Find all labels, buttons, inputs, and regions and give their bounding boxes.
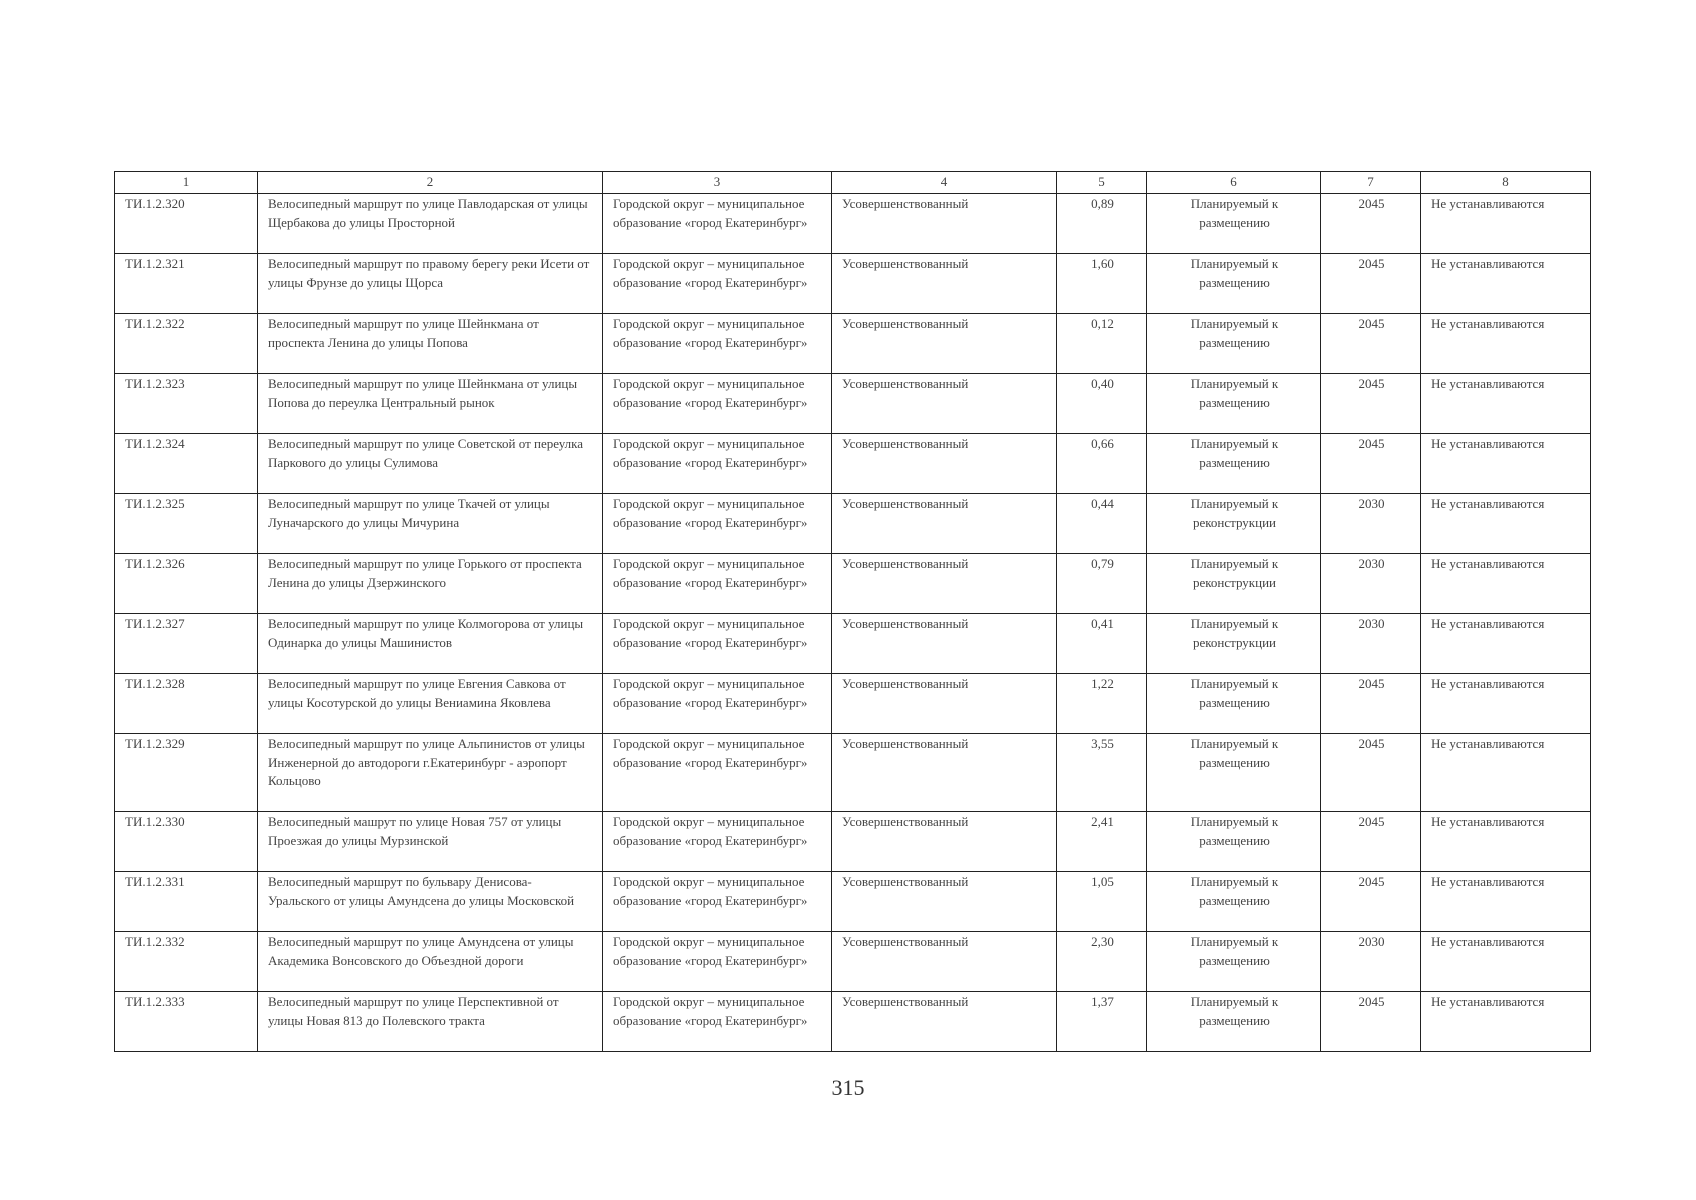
header-cell-2: 2 xyxy=(258,172,603,194)
row-type: Усовершенствованный xyxy=(832,992,1057,1052)
row-code: ТИ.1.2.327 xyxy=(115,614,258,674)
row-code: ТИ.1.2.320 xyxy=(115,194,258,254)
row-status: Планируемый к размещению xyxy=(1147,194,1321,254)
row-year: 2030 xyxy=(1321,614,1421,674)
row-territory: Городской округ – муниципальное образование «город Екатеринбург» xyxy=(603,674,832,734)
row-length: 0,79 xyxy=(1057,554,1147,614)
row-status: Планируемый к размещению xyxy=(1147,434,1321,494)
row-type: Усовершенствованный xyxy=(832,194,1057,254)
row-zones: Не устанавливаются xyxy=(1421,614,1591,674)
header-cell-5: 5 xyxy=(1057,172,1147,194)
row-year: 2045 xyxy=(1321,872,1421,932)
row-territory: Городской округ – муниципальное образование «город Екатеринбург» xyxy=(603,194,832,254)
row-territory: Городской округ – муниципальное образование «город Екатеринбург» xyxy=(603,494,832,554)
row-code: ТИ.1.2.328 xyxy=(115,674,258,734)
row-zones: Не устанавливаются xyxy=(1421,812,1591,872)
table-row xyxy=(115,734,1591,812)
row-length: 2,30 xyxy=(1057,932,1147,992)
row-type: Усовершенствованный xyxy=(832,254,1057,314)
row-length: 2,41 xyxy=(1057,812,1147,872)
row-length: 0,66 xyxy=(1057,434,1147,494)
row-year: 2045 xyxy=(1321,812,1421,872)
row-status: Планируемый к размещению xyxy=(1147,992,1321,1052)
row-type: Усовершенствованный xyxy=(832,932,1057,992)
row-length: 0,41 xyxy=(1057,614,1147,674)
row-name: Велосипедный маршрут по улице Колмогорова от улицы Одинарка до улицы Машинистов xyxy=(258,614,603,674)
row-code: ТИ.1.2.330 xyxy=(115,812,258,872)
row-year: 2045 xyxy=(1321,992,1421,1052)
row-code: ТИ.1.2.321 xyxy=(115,254,258,314)
row-type: Усовершенствованный xyxy=(832,674,1057,734)
row-territory: Городской округ – муниципальное образование «город Екатеринбург» xyxy=(603,434,832,494)
row-zones: Не устанавливаются xyxy=(1421,872,1591,932)
row-name: Велосипедный маршрут по улице Советской от переулка Паркового до улицы Сулимова xyxy=(258,434,603,494)
table-row xyxy=(115,674,1591,734)
row-zones: Не устанавливаются xyxy=(1421,554,1591,614)
row-code: ТИ.1.2.329 xyxy=(115,734,258,812)
row-territory: Городской округ – муниципальное образование «город Екатеринбург» xyxy=(603,932,832,992)
header-cell-1: 1 xyxy=(115,172,258,194)
row-status: Планируемый к размещению xyxy=(1147,812,1321,872)
row-year: 2045 xyxy=(1321,314,1421,374)
row-year: 2045 xyxy=(1321,374,1421,434)
row-year: 2045 xyxy=(1321,734,1421,812)
row-year: 2030 xyxy=(1321,932,1421,992)
row-territory: Городской округ – муниципальное образование «город Екатеринбург» xyxy=(603,812,832,872)
header-cell-4: 4 xyxy=(832,172,1057,194)
row-length: 0,89 xyxy=(1057,194,1147,254)
row-length: 1,05 xyxy=(1057,872,1147,932)
table-row xyxy=(115,614,1591,674)
header-cell-7: 7 xyxy=(1321,172,1421,194)
row-type: Усовершенствованный xyxy=(832,434,1057,494)
row-year: 2045 xyxy=(1321,254,1421,314)
row-status: Планируемый к реконструкции xyxy=(1147,614,1321,674)
row-name: Велосипедный маршрут по улице Амундсена от улицы Академика Вонсовского до Объездной дороги xyxy=(258,932,603,992)
row-name: Велосипедный маршрут по улице Перспективной от улицы Новая 813 до Полевского тракта xyxy=(258,992,603,1052)
header-row xyxy=(115,172,1591,194)
table-row xyxy=(115,434,1591,494)
row-type: Усовершенствованный xyxy=(832,812,1057,872)
row-length: 0,40 xyxy=(1057,374,1147,434)
row-code: ТИ.1.2.331 xyxy=(115,872,258,932)
row-territory: Городской округ – муниципальное образование «город Екатеринбург» xyxy=(603,254,832,314)
row-type: Усовершенствованный xyxy=(832,314,1057,374)
header-cell-3: 3 xyxy=(603,172,832,194)
row-length: 1,22 xyxy=(1057,674,1147,734)
row-name: Велосипедный маршрут по правому берегу реки Исети от улицы Фрунзе до улицы Щорса xyxy=(258,254,603,314)
row-type: Усовершенствованный xyxy=(832,554,1057,614)
page-number: 315 xyxy=(831,1075,865,1100)
row-zones: Не устанавливаются xyxy=(1421,314,1591,374)
table-row xyxy=(115,314,1591,374)
row-territory: Городской округ – муниципальное образование «город Екатеринбург» xyxy=(603,992,832,1052)
data-table xyxy=(114,171,1591,1052)
row-status: Планируемый к размещению xyxy=(1147,374,1321,434)
row-year: 2030 xyxy=(1321,554,1421,614)
table-row xyxy=(115,812,1591,872)
row-year: 2030 xyxy=(1321,494,1421,554)
row-code: ТИ.1.2.323 xyxy=(115,374,258,434)
row-code: ТИ.1.2.326 xyxy=(115,554,258,614)
table-row xyxy=(115,194,1591,254)
row-territory: Городской округ – муниципальное образование «город Екатеринбург» xyxy=(603,374,832,434)
row-length: 0,12 xyxy=(1057,314,1147,374)
row-territory: Городской округ – муниципальное образование «город Екатеринбург» xyxy=(603,554,832,614)
table-row xyxy=(115,992,1591,1052)
row-type: Усовершенствованный xyxy=(832,614,1057,674)
row-status: Планируемый к размещению xyxy=(1147,314,1321,374)
row-zones: Не устанавливаются xyxy=(1421,932,1591,992)
row-status: Планируемый к размещению xyxy=(1147,932,1321,992)
row-status: Планируемый к реконструкции xyxy=(1147,554,1321,614)
row-zones: Не устанавливаются xyxy=(1421,734,1591,812)
row-zones: Не устанавливаются xyxy=(1421,374,1591,434)
row-name: Велосипедный маршрут по бульвару Денисова-Уральского от улицы Амундсена до улицы Московской xyxy=(258,872,603,932)
row-length: 3,55 xyxy=(1057,734,1147,812)
row-length: 0,44 xyxy=(1057,494,1147,554)
row-zones: Не устанавливаются xyxy=(1421,254,1591,314)
row-year: 2045 xyxy=(1321,434,1421,494)
row-zones: Не устанавливаются xyxy=(1421,992,1591,1052)
table-body xyxy=(115,194,1591,1052)
row-status: Планируемый к размещению xyxy=(1147,254,1321,314)
row-status: Планируемый к размещению xyxy=(1147,872,1321,932)
table-row xyxy=(115,932,1591,992)
row-territory: Городской округ – муниципальное образование «город Екатеринбург» xyxy=(603,614,832,674)
row-name: Велосипедный маршрут по улице Ткачей от улицы Луначарского до улицы Мичурина xyxy=(258,494,603,554)
row-year: 2045 xyxy=(1321,674,1421,734)
row-territory: Городской округ – муниципальное образование «город Екатеринбург» xyxy=(603,872,832,932)
header-cell-8: 8 xyxy=(1421,172,1591,194)
row-name: Велосипедный маршрут по улице Павлодарская от улицы Щербакова до улицы Просторной xyxy=(258,194,603,254)
row-name: Велосипедный маршрут по улице Альпинистов от улицы Инженерной до автодороги г.Екатеринбург - аэропорт Кольцово xyxy=(258,734,603,812)
row-name: Велосипедный маршрут по улице Евгения Савкова от улицы Косотурской до улицы Вениамина Яковлева xyxy=(258,674,603,734)
row-name: Велосипедный маршрут по улице Шейнкмана от проспекта Ленина до улицы Попова xyxy=(258,314,603,374)
row-code: ТИ.1.2.332 xyxy=(115,932,258,992)
row-code: ТИ.1.2.325 xyxy=(115,494,258,554)
table-row xyxy=(115,494,1591,554)
row-zones: Не устанавливаются xyxy=(1421,494,1591,554)
row-code: ТИ.1.2.333 xyxy=(115,992,258,1052)
table-row xyxy=(115,254,1591,314)
row-code: ТИ.1.2.324 xyxy=(115,434,258,494)
row-territory: Городской округ – муниципальное образование «город Екатеринбург» xyxy=(603,314,832,374)
row-type: Усовершенствованный xyxy=(832,494,1057,554)
row-zones: Не устанавливаются xyxy=(1421,434,1591,494)
row-type: Усовершенствованный xyxy=(832,734,1057,812)
table-row xyxy=(115,872,1591,932)
row-territory: Городской округ – муниципальное образование «город Екатеринбург» xyxy=(603,734,832,812)
table-row xyxy=(115,374,1591,434)
row-zones: Не устанавливаются xyxy=(1421,194,1591,254)
row-name: Велосипедный машрут по улице Новая 757 от улицы Проезжая до улицы Мурзинской xyxy=(258,812,603,872)
table-header xyxy=(115,172,1591,194)
row-type: Усовершенствованный xyxy=(832,872,1057,932)
row-length: 1,37 xyxy=(1057,992,1147,1052)
row-status: Планируемый к размещению xyxy=(1147,734,1321,812)
row-name: Велосипедный маршрут по улице Шейнкмана от улицы Попова до переулка Центральный рынок xyxy=(258,374,603,434)
row-type: Усовершенствованный xyxy=(832,374,1057,434)
row-code: ТИ.1.2.322 xyxy=(115,314,258,374)
row-year: 2045 xyxy=(1321,194,1421,254)
row-length: 1,60 xyxy=(1057,254,1147,314)
row-status: Планируемый к реконструкции xyxy=(1147,494,1321,554)
row-zones: Не устанавливаются xyxy=(1421,674,1591,734)
table-row xyxy=(115,554,1591,614)
row-name: Велосипедный маршрут по улице Горького от проспекта Ленина до улицы Дзержинского xyxy=(258,554,603,614)
header-cell-6: 6 xyxy=(1147,172,1321,194)
row-status: Планируемый к размещению xyxy=(1147,674,1321,734)
